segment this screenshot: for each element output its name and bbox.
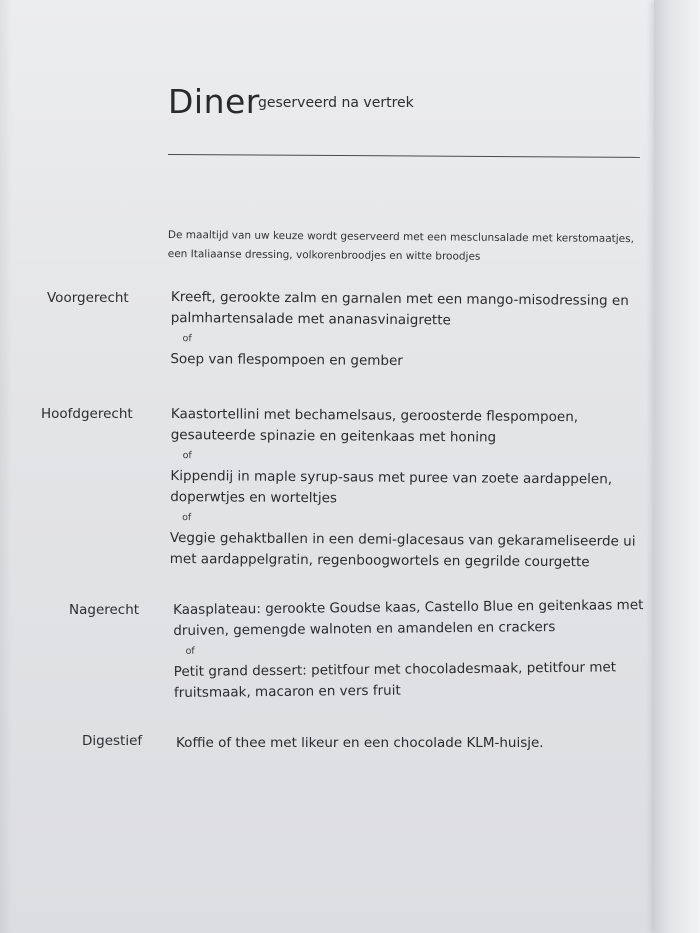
dish-line: Koffie of thee met likeur en een chocolade KLM-huisje.: [176, 735, 544, 751]
dish-line: Petit grand dessert: petitfour met chocoladesmaak, petitfour met: [173, 659, 617, 680]
intro-line: een Italiaanse dressing, volkorenbroodjes en witte broodjes: [167, 247, 481, 263]
next-page-edge: [654, 0, 700, 933]
course-nagerecht: [173, 595, 644, 704]
dish-line: Veggie gehaktballen in een demi-glacesaus van gekarameliseerde ui: [169, 529, 636, 550]
dish-line: druiven, gemengde walnoten en amandelen en crackers: [173, 618, 556, 639]
page-title: Diner: [168, 82, 260, 121]
intro-text: [168, 226, 638, 268]
page-subtitle: geserveerd na vertrek: [258, 95, 414, 111]
course-label-digestief: Digestief: [82, 733, 143, 749]
or-separator: of: [182, 512, 192, 524]
dish-line: palmhartensalade met ananasvinaigrette: [170, 309, 451, 329]
or-separator: of: [182, 333, 192, 345]
course-hoofdgerecht: [169, 404, 636, 574]
course-digestief: [176, 733, 636, 754]
course-label-hoofdgerecht: Hoofdgerecht: [41, 406, 133, 422]
dish-line: Soep van flespompoen en gember: [170, 350, 403, 370]
page-shadow: [0, 0, 12, 933]
dish-line: Kaastortellini met bechamelsaus, geroosterde flespompoen,: [170, 405, 579, 426]
dish-line: fruitsmaak, macaron en vers fruit: [173, 682, 401, 701]
course-label-voorgerecht: Voorgerecht: [47, 290, 129, 306]
dish-line: Kreeft, gerookte zalm en garnalen met een mango-misodressing en: [170, 288, 629, 309]
dish-line: Kippendij in maple syrup-saus met puree van zoete aardappelen,: [170, 467, 613, 488]
or-separator: of: [185, 645, 195, 657]
or-separator: of: [182, 450, 192, 462]
title-divider: [168, 154, 640, 158]
dish-line: Kaasplateau: gerookte Goudse kaas, Castello Blue en geitenkaas met: [173, 597, 644, 618]
dish-line: gesauteerde spinazie en geitenkaas met honing: [170, 426, 497, 446]
intro-line: De maaltijd van uw keuze wordt geserveerd met een mesclunsalade met kerstomaatjes,: [167, 228, 635, 246]
dish-line: doperwtjes en worteltjes: [170, 488, 338, 507]
course-label-nagerecht: Nagerecht: [69, 602, 140, 618]
dish-line: met aardappelgratin, regenboogwortels en gegrilde courgette: [169, 550, 590, 571]
course-voorgerecht: [170, 287, 631, 374]
